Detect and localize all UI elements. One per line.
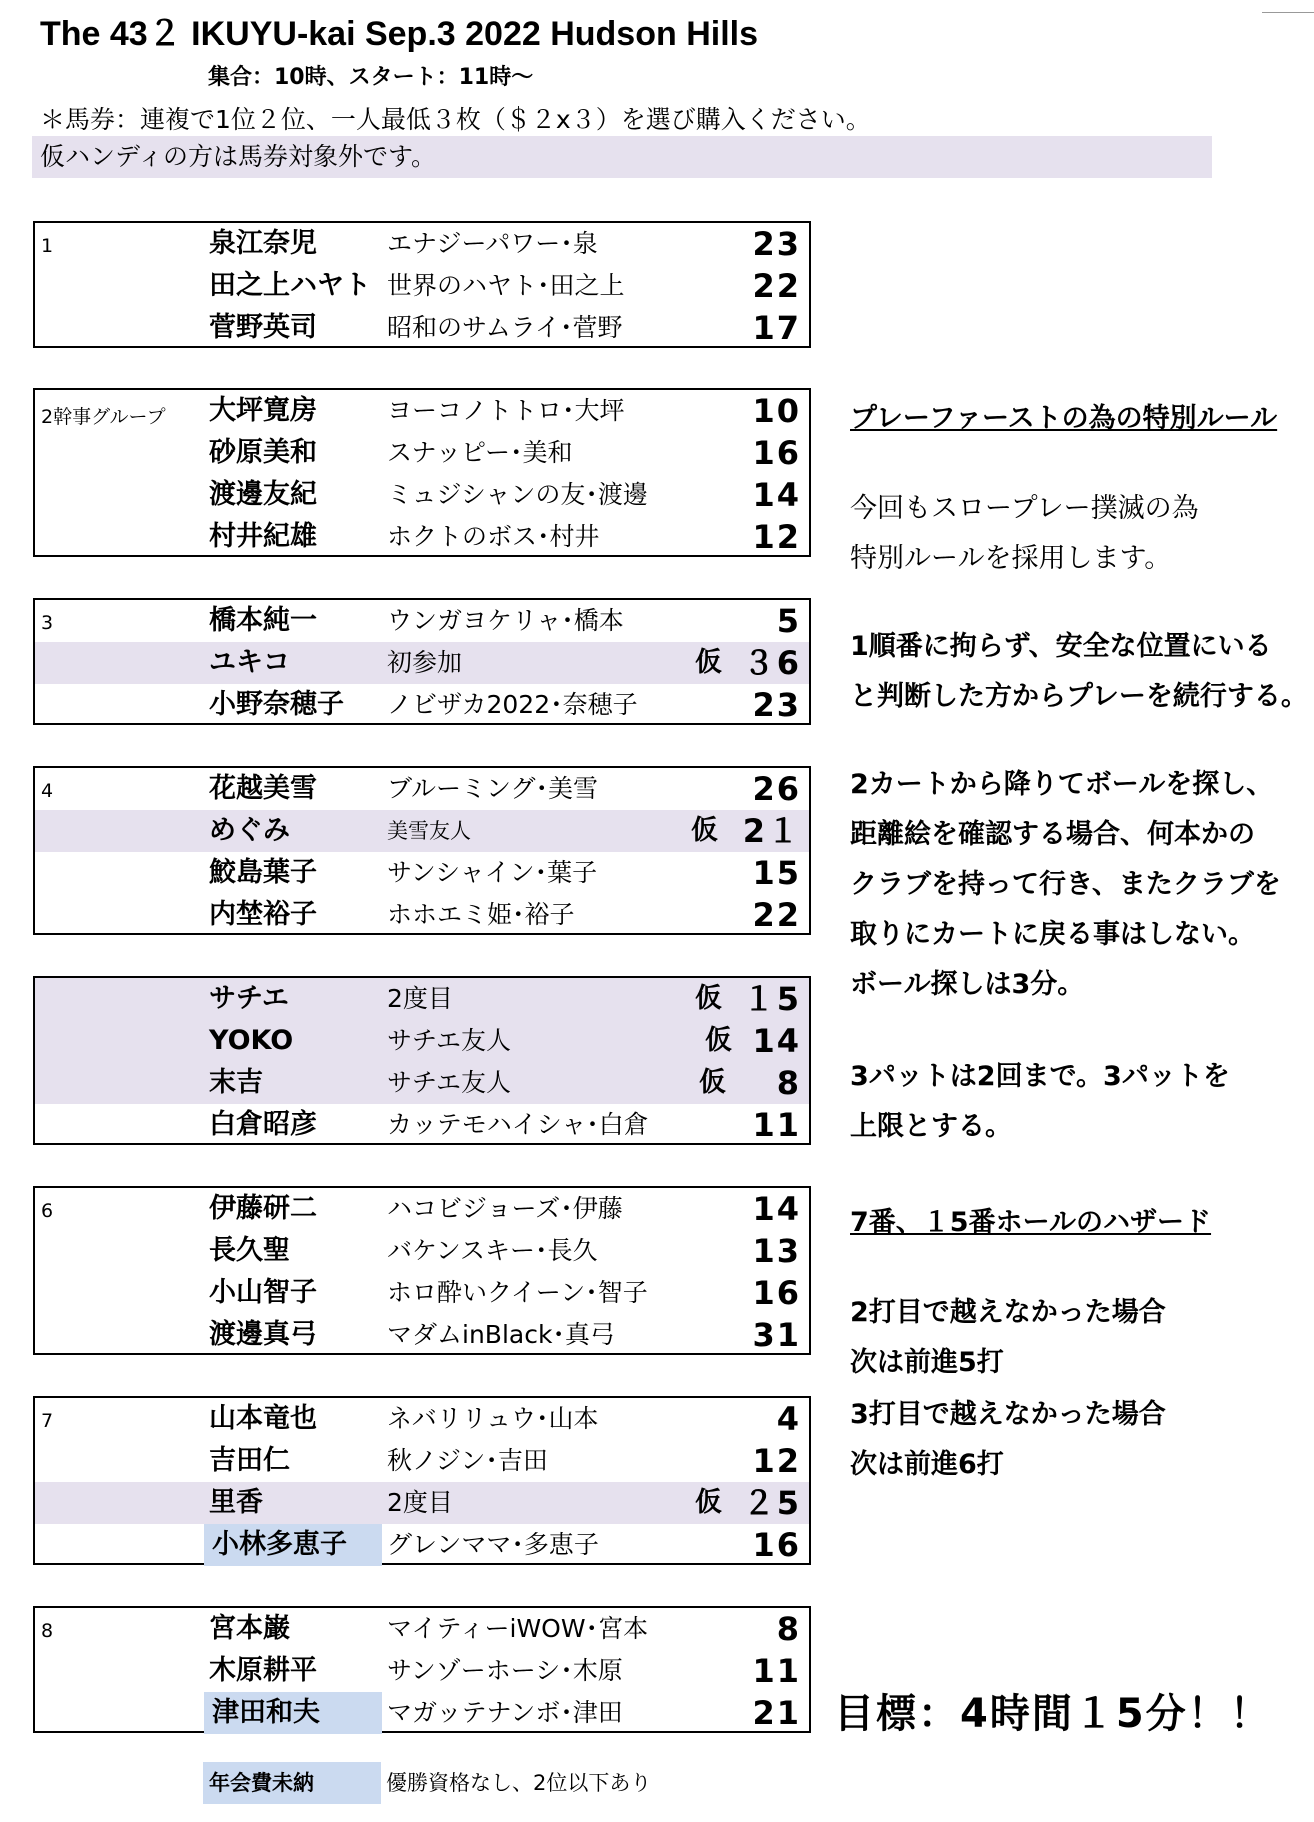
rule-2: 取りにカートに戻る事はしない。 [850, 919, 1255, 950]
player-row [35, 1440, 809, 1482]
group-8 [33, 1606, 811, 1733]
provisional-mark: 仮 [699, 1067, 726, 1098]
rule-1: 1順番に拘らず、安全な位置にいる [850, 631, 1272, 662]
player-row [35, 894, 809, 936]
player-row-unpaid [35, 1692, 809, 1734]
player-name: 宮本巌 [209, 1613, 290, 1644]
player-row [35, 600, 809, 642]
rules-intro: 今回もスロープレー撲滅の為 [850, 493, 1199, 524]
player-handicap: 11 [752, 1652, 801, 1690]
player-nickname: ミュジシャンの友･渡邊 [387, 480, 648, 509]
player-name: 渡邊友紀 [209, 479, 317, 510]
player-name: 鮫島葉子 [209, 857, 317, 888]
target-time: 目標：4時間１5分！！ [834, 1691, 1272, 1737]
player-nickname: 秋ノジン･吉田 [387, 1446, 548, 1475]
player-name: 内埜裕子 [209, 899, 317, 930]
group-label: 8 [41, 1620, 54, 1642]
player-name: 小山智子 [209, 1277, 317, 1308]
player-nickname: サンシャイン･葉子 [387, 858, 598, 887]
player-handicap: 15 [752, 854, 801, 892]
player-handicap: 8 [776, 1610, 801, 1648]
player-name: 小野奈穂子 [209, 689, 344, 720]
player-name: 菅野英司 [209, 312, 317, 343]
player-nickname: 2度目 [387, 984, 453, 1013]
player-handicap: ３6 [742, 644, 801, 682]
provisional-mark: 仮 [695, 983, 722, 1014]
player-row-provisional [35, 1020, 809, 1062]
player-row [35, 265, 809, 307]
player-handicap: 14 [752, 1190, 801, 1228]
player-row [35, 1230, 809, 1272]
player-row [35, 1650, 809, 1692]
player-name: 木原耕平 [209, 1655, 317, 1686]
player-handicap: 23 [752, 225, 801, 263]
player-name: 白倉昭彦 [209, 1109, 317, 1140]
rule-2: クラブを持って行き、またクラブを [850, 869, 1281, 900]
group-3 [33, 598, 811, 725]
rule-2: ボール探しは3分。 [850, 969, 1085, 1000]
player-nickname: ホホエミ姫･裕子 [387, 900, 575, 929]
player-nickname: エナジーパワー･泉 [387, 229, 598, 258]
group-label: 2幹事グループ [41, 406, 166, 428]
player-handicap: 4 [776, 1400, 801, 1438]
hazard-heading: 7番、１5番ホールのハザード [850, 1207, 1212, 1238]
player-name: 山本竜也 [209, 1403, 317, 1434]
player-row [35, 1104, 809, 1146]
player-row-provisional [35, 642, 809, 684]
provisional-note: 仮ハンディの方は馬券対象外です。 [32, 136, 1212, 178]
player-handicap: 22 [752, 896, 801, 934]
hazard-rule: 3打目で越えなかった場合 [850, 1399, 1166, 1430]
player-name: 田之上ハヤト [209, 270, 371, 301]
player-row-provisional [35, 810, 809, 852]
player-handicap: １5 [742, 980, 801, 1018]
player-handicap: 16 [752, 1526, 801, 1564]
player-handicap: 8 [776, 1064, 801, 1102]
player-name: 吉田仁 [209, 1445, 290, 1476]
player-name: 花越美雪 [209, 773, 317, 804]
player-nickname: カッテモハイシャ･白倉 [387, 1110, 649, 1139]
player-name: 小林多恵子 [204, 1524, 382, 1566]
provisional-mark: 仮 [695, 647, 722, 678]
player-nickname: マダムinBlack･真弓 [387, 1320, 615, 1349]
player-row [35, 1608, 809, 1650]
player-handicap: 14 [752, 1022, 801, 1060]
group-1 [33, 221, 811, 348]
player-row [35, 852, 809, 894]
betting-note: ＊馬券：連複で1位２位、一人最低３枚（＄２x３）を選び購入ください。 [40, 105, 871, 134]
group-label: 1 [41, 235, 54, 257]
player-row [35, 516, 809, 558]
player-handicap: 12 [752, 1442, 801, 1480]
player-nickname: ホクトのボス･村井 [387, 522, 600, 551]
player-handicap: 23 [752, 686, 801, 724]
player-name: 渡邊真弓 [209, 1319, 317, 1350]
player-row [35, 432, 809, 474]
rule-2: 距離絵を確認する場合、何本かの [850, 819, 1255, 850]
group-4 [33, 766, 811, 935]
player-name: 村井紀雄 [209, 521, 317, 552]
player-name: サチエ [209, 983, 289, 1014]
player-handicap: 16 [752, 434, 801, 472]
player-nickname: ブルーミング･美雪 [387, 774, 599, 803]
provisional-mark: 仮 [691, 815, 718, 846]
hazard-rule: 2打目で越えなかった場合 [850, 1297, 1166, 1328]
player-nickname: 昭和のサムライ･菅野 [387, 313, 623, 342]
player-row [35, 223, 809, 265]
player-row [35, 474, 809, 516]
player-handicap: 17 [752, 309, 801, 347]
player-name: 長久聖 [209, 1235, 290, 1266]
player-nickname: ホロ酔いクイーン･智子 [387, 1278, 648, 1307]
player-row [35, 1314, 809, 1356]
group-label: 4 [41, 780, 54, 802]
rules-heading: プレーファーストの為の特別ルール [850, 403, 1278, 434]
player-name: 里香 [209, 1487, 263, 1518]
player-nickname: ノビザカ2022･奈穂子 [387, 690, 638, 719]
player-name: ユキコ [209, 647, 290, 678]
player-handicap: 12 [752, 518, 801, 556]
player-row [35, 390, 809, 432]
group-7 [33, 1396, 811, 1565]
hazard-rule: 次は前進5打 [850, 1347, 1004, 1378]
group-5 [33, 976, 811, 1145]
player-nickname: スナッピー･美和 [387, 438, 573, 467]
player-name: 伊藤研二 [209, 1193, 317, 1224]
meeting-time: 集合：10時、スタート：11時～ [208, 65, 534, 90]
player-handicap: 11 [752, 1106, 801, 1144]
group-label: 6 [41, 1200, 54, 1222]
player-name: めぐみ [209, 815, 290, 846]
provisional-mark: 仮 [695, 1487, 722, 1518]
group-label: 3 [41, 612, 54, 634]
player-row [35, 1398, 809, 1440]
player-name: 砂原美和 [209, 437, 317, 468]
legend-unpaid-text: 優勝資格なし、2位以下あり [386, 1771, 652, 1795]
player-row [35, 684, 809, 726]
group-2 [33, 388, 811, 557]
player-row-provisional [35, 1482, 809, 1524]
player-nickname: 世界のハヤト･田之上 [387, 271, 625, 300]
player-row-unpaid [35, 1524, 809, 1566]
player-row [35, 1188, 809, 1230]
player-handicap: 16 [752, 1274, 801, 1312]
player-nickname: バケンスキー･長久 [387, 1236, 598, 1265]
player-nickname: 初参加 [387, 648, 463, 677]
player-nickname: ヨーコノトトロ･大坪 [387, 396, 625, 425]
player-nickname: ウンガヨケリャ･橋本 [387, 606, 624, 635]
player-handicap: 22 [752, 267, 801, 305]
player-handicap: ２5 [742, 1484, 801, 1522]
player-nickname: マガッテナンボ･津田 [387, 1698, 623, 1727]
player-nickname: 美雪友人 [387, 819, 471, 843]
player-row [35, 768, 809, 810]
page-title: The 43２ IKUYU-kai Sep.3 2022 Hudson Hills [40, 15, 759, 53]
player-nickname: サチエ友人 [387, 1068, 512, 1097]
player-handicap: 26 [752, 770, 801, 808]
group-6 [33, 1186, 811, 1355]
player-row [35, 307, 809, 349]
rules-intro: 特別ルールを採用します。 [850, 543, 1172, 574]
player-name: YOKO [209, 1025, 294, 1056]
rule-3: 3パットは2回まで。3パットを [850, 1061, 1230, 1092]
player-nickname: 2度目 [387, 1488, 453, 1517]
player-handicap: 21 [752, 1694, 801, 1732]
player-handicap: 31 [752, 1316, 801, 1354]
group-label: 7 [41, 1410, 54, 1432]
player-row-provisional [35, 978, 809, 1020]
player-nickname: マイティーiWOW･宮本 [387, 1614, 649, 1643]
hazard-rule: 次は前進6打 [850, 1449, 1004, 1480]
rule-1: と判断した方からプレーを続行する。 [850, 681, 1308, 712]
player-handicap: 2１ [742, 812, 801, 850]
cell-border-line [1262, 0, 1314, 13]
player-row-provisional [35, 1062, 809, 1104]
player-name: 津田和夫 [204, 1692, 382, 1734]
player-handicap: 14 [752, 476, 801, 514]
player-handicap: 10 [752, 392, 801, 430]
player-nickname: サンゾーホーシ･木原 [387, 1656, 623, 1685]
player-handicap: 5 [776, 602, 801, 640]
player-name: 橋本純一 [209, 605, 317, 636]
player-name: 泉江奈児 [209, 228, 317, 259]
player-nickname: グレンママ･多恵子 [387, 1530, 599, 1559]
player-nickname: サチエ友人 [387, 1026, 512, 1055]
rule-2: 2カートから降りてボールを探し、 [850, 769, 1274, 800]
player-name: 大坪寛房 [209, 395, 317, 426]
player-row [35, 1272, 809, 1314]
player-name: 末吉 [209, 1067, 263, 1098]
player-nickname: ネバリリュウ･山本 [387, 1404, 599, 1433]
provisional-mark: 仮 [705, 1025, 732, 1056]
player-nickname: ハコビジョーズ･伊藤 [387, 1194, 623, 1223]
rule-3: 上限とする。 [850, 1111, 1012, 1142]
player-handicap: 13 [752, 1232, 801, 1270]
legend-unpaid-label: 年会費未納 [203, 1762, 381, 1804]
